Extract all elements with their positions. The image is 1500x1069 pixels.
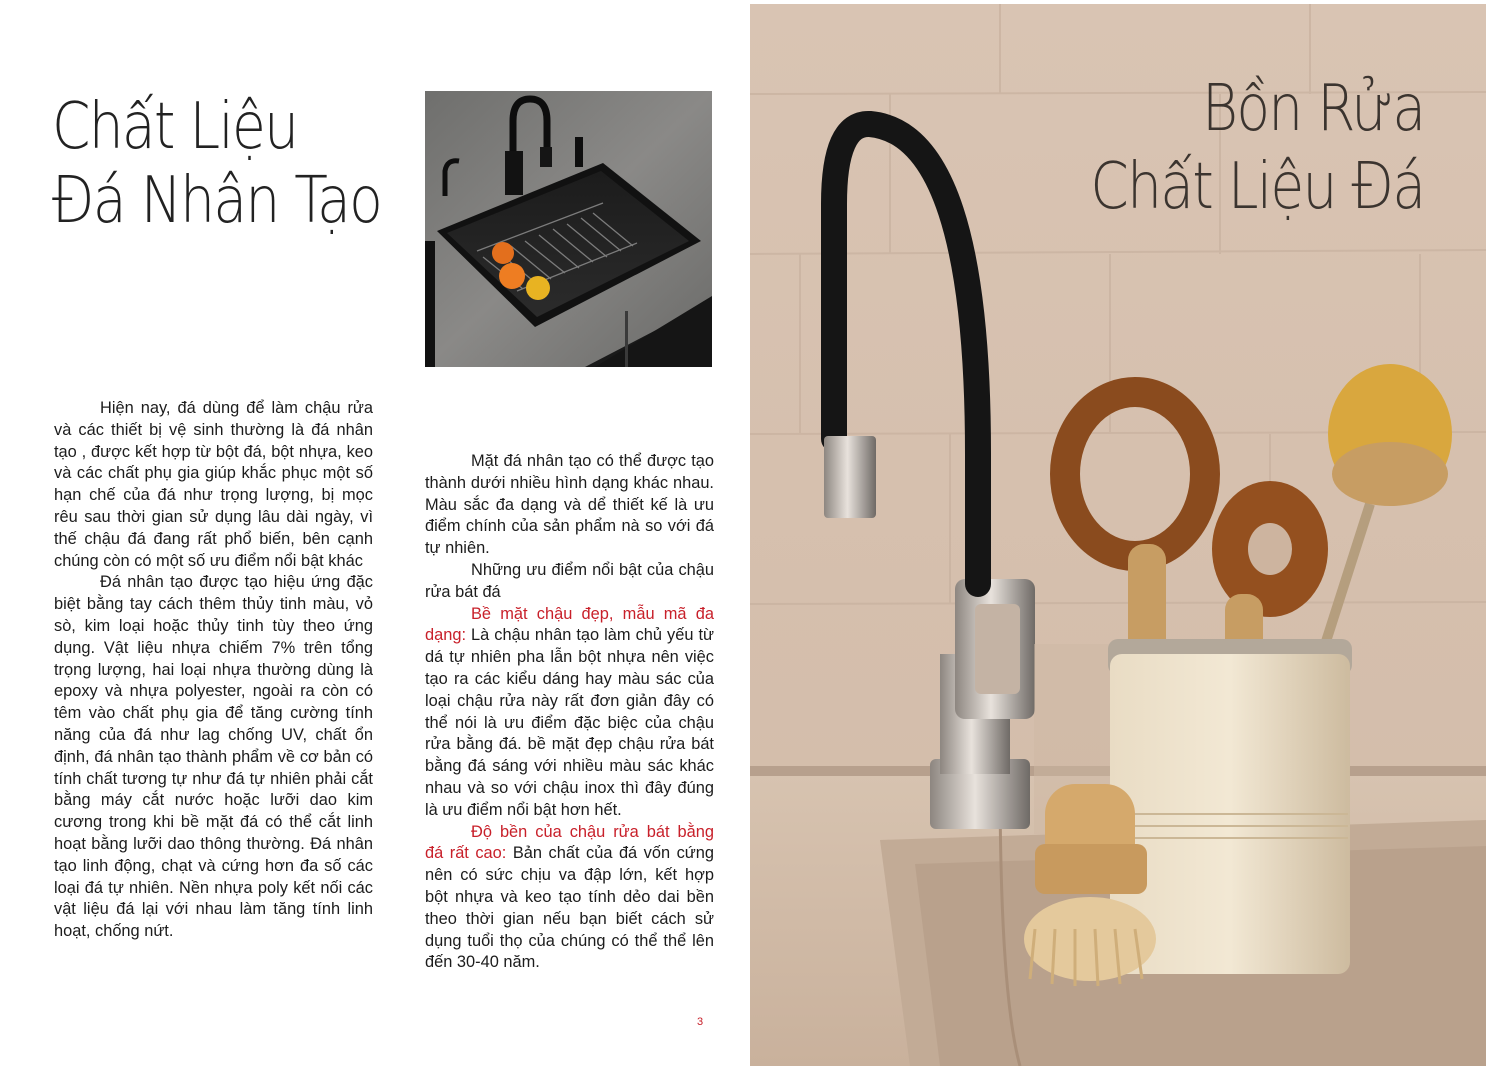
col2-paragraph: Những ưu điểm nổi bật của chậu rửa bát đá bbox=[425, 560, 714, 601]
page-number: 3 bbox=[697, 1016, 704, 1028]
right-page-title bbox=[1090, 70, 1424, 226]
col2-paragraph bbox=[425, 822, 714, 975]
paragraph-body: Là chậu nhân tạo làm chủ yếu từ dá tự nhiên pha lẫn bột nhựa nên việc tạo ra các kiểu dáng hay màu sác của loại chậu rửa này rất đơn giản đây có thể nói là ưu điểm đặc biệc của chậu rửa bằng đá. bề mặt đẹp chậu rửa bát bằng đá sáng với nhiều màu sác khác nhau và so với chậu inox thì đây đúng là ưu điểm nổi bật hơn hết. bbox=[425, 626, 714, 819]
text-column-1 bbox=[54, 398, 373, 943]
text-column-2 bbox=[425, 451, 714, 974]
black-sink-photo bbox=[425, 91, 712, 367]
left-title-line-1: Chất Liệu bbox=[52, 90, 298, 164]
right-page bbox=[750, 4, 1486, 1066]
right-title-line-1: Bồn Rửa bbox=[1201, 72, 1424, 146]
highlight-heading: Bề mặt chậu đẹp, mẫu mã đa dạng: bbox=[425, 604, 714, 645]
col1-paragraph: Đá nhân tạo được tạo hiệu ứng đặc biệt bằng tay cách thêm thủy tinh màu, vỏ sò, kim loại hoặc thủy tinh tùy theo ứng dụng. Vật liệu nhựa chiếm 7% trên tổng trọng lượng, hai loại nhựa thường dùng là epoxy và nhựa polyester, ngoài ra còn có têm vào chất phụ gia để tăng cường tính năng của đá như lag chống UV, chất ổn định, đá nhân tạo thành phẩm về cơ bản có tính chất tương tự như đá tự nhiên phải cắt bằng máy cắt nước hoặc lưỡi dao kim cương trong khi bề mặt đá có thể cắt linh hoạt bằng lưỡi dao thông thường. Đá nhân tạo linh động, chạt và cứng hơn đa số các loại đá tự nhiên. Nền nhựa poly kết nối các vật liệu đá lại với nhau làm tăng tính linh hoạt, chống nứt. bbox=[54, 573, 373, 941]
paragraph-body: Bản chất của đá vốn cứng nên có sức chịu va đập lớn, kết hợp bột nhựa và keo tạo tính dẻo dai bền theo thời gian nếu bạn biết cách sử dụng tuổi thọ của chúng có thể thể lên đến 30-40 năm. bbox=[425, 844, 715, 972]
col2-paragraph bbox=[425, 604, 714, 822]
right-title-line-2: Chất Liệu Đá bbox=[1089, 150, 1424, 224]
highlight-heading: Độ bền của chậu rửa bát bằng đá rất cao: bbox=[425, 822, 714, 863]
col1-paragraph: Hiện nay, đá dùng để làm chậu rửa và các thiết bị vệ sinh thường là đá nhân tạo , được kết hợp từ bột đá, bột nhựa, keo và các chất phụ gia giúp khắc phục một số hạn chế của đá như trọng lượng, bị mọc rêu sau thời gian sử dụng lâu dài ngày, vì thế chậu đá đang rất phổ biến, bên cạnh chúng còn có một số ưu điểm nổi bật khác bbox=[54, 399, 373, 570]
left-title-line-2: Đá Nhân Tạo bbox=[52, 164, 382, 238]
col2-paragraph: Mặt đá nhân tạo có thể được tạo thành dưới nhiều hình dạng khác nhau. Màu sắc đa dạng và dể thiết kế là ưu điểm chính của sản phẩm nà so với đá tự nhiên. bbox=[425, 452, 714, 558]
left-page-title bbox=[52, 90, 381, 238]
